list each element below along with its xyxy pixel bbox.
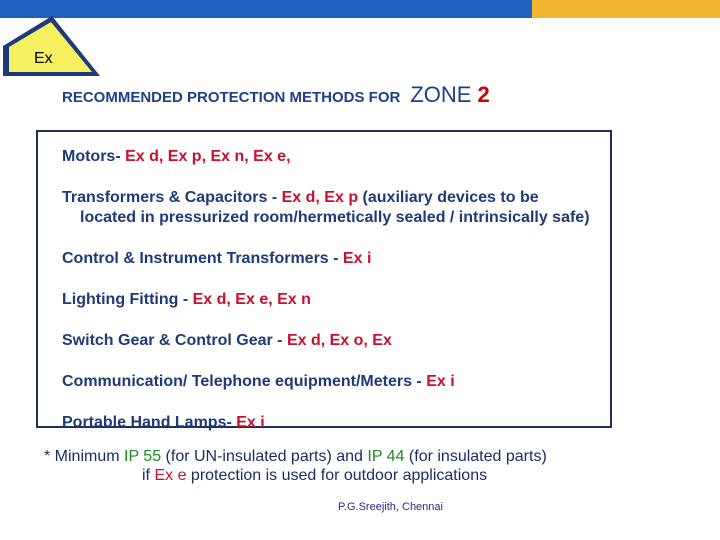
item-label: Motors-	[62, 148, 126, 165]
item-value: Ex d, Ex o, Ex	[286, 332, 392, 349]
top-bar-yellow-segment	[532, 0, 720, 18]
title-zone: ZONE	[410, 82, 472, 107]
footnote-text: if	[142, 467, 155, 484]
footnote-text: (for UN-insulated parts) and	[161, 448, 368, 465]
item-value: Ex i	[426, 373, 455, 390]
item-label: Communication/ Telephone equipment/Meters -	[62, 373, 427, 390]
item-label: Switch Gear & Control Gear -	[62, 332, 287, 349]
item-value: Ex d, Ex e, Ex n	[192, 291, 311, 308]
page-title	[62, 82, 490, 108]
list-item-lighting	[62, 291, 311, 309]
list-item-portable-lamps	[62, 414, 265, 432]
item-label: Lighting Fitting -	[62, 291, 193, 308]
item-label: Transformers & Capacitors -	[62, 189, 282, 206]
top-color-bar	[0, 0, 720, 18]
item-label: Control & Instrument Transformers -	[62, 250, 343, 267]
list-item-control-instrument	[62, 250, 371, 268]
title-zone-number: 2	[477, 82, 490, 107]
footnote-text: (for insulated parts)	[404, 448, 547, 465]
footnote-text: protection is used for outdoor applications	[186, 467, 488, 484]
list-item-transformers	[62, 189, 539, 207]
ex-warning-triangle-icon	[0, 12, 104, 80]
item-note-continued: located in pressurized room/hermetically sealed / intrinsically safe)	[80, 209, 590, 226]
item-value: Ex d, Ex p	[281, 189, 359, 206]
footnote-ex-e: Ex e	[154, 467, 187, 484]
footnote-text: * Minimum	[44, 448, 125, 465]
footnote-ip44: IP 44	[367, 448, 405, 465]
item-value: Ex d, Ex p, Ex n, Ex e,	[125, 148, 291, 165]
list-item-motors	[62, 148, 291, 166]
item-value: Ex i	[236, 414, 265, 431]
footnote-line-1	[44, 448, 547, 466]
ex-badge-label: Ex	[34, 50, 53, 67]
list-item-transformers-continued	[80, 209, 590, 227]
item-label: Portable Hand Lamps-	[62, 414, 237, 431]
author-credit: P.G.Sreejith, Chennai	[338, 501, 443, 513]
item-value: Ex i	[342, 250, 372, 267]
list-item-communication	[62, 373, 455, 391]
footnote-ip55: IP 55	[124, 448, 162, 465]
item-note: (auxiliary devices to be	[358, 189, 539, 206]
ex-badge	[0, 12, 104, 80]
footnote-line-2	[142, 467, 487, 485]
list-item-switch-gear	[62, 332, 392, 350]
title-main: RECOMMENDED PROTECTION METHODS FOR	[62, 89, 401, 106]
